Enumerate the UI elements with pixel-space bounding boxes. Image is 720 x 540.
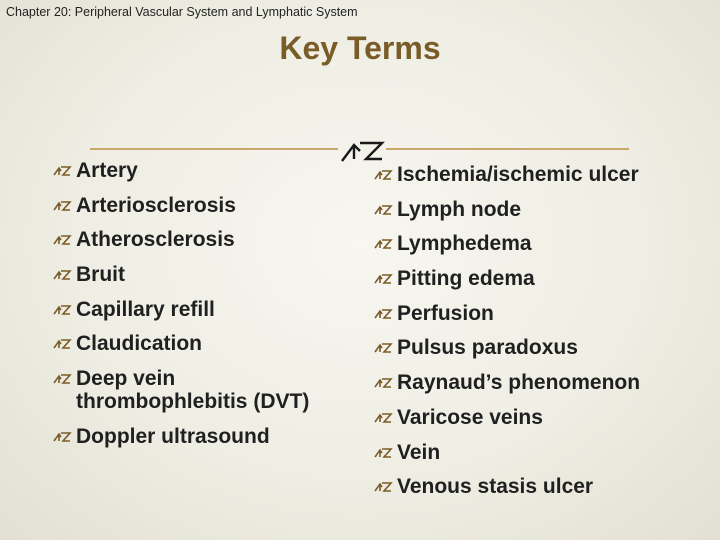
term-item [373, 441, 713, 464]
scroll-bullet-icon [52, 199, 72, 213]
term-item [373, 371, 713, 394]
term-label: Bruit [76, 263, 125, 287]
term-item [373, 336, 713, 359]
term-item [373, 163, 713, 186]
scroll-bullet-icon [52, 303, 72, 317]
scroll-bullet-icon [373, 446, 393, 460]
term-label: Raynaud’s phenomenon [397, 371, 641, 395]
term-label: Artery [76, 159, 138, 182]
chapter-header: Chapter 20: Peripheral Vascular System and Lymphatic System [6, 5, 358, 19]
term-label: Pulsus paradoxus [397, 336, 578, 360]
scroll-bullet-icon [373, 203, 393, 217]
left-term-list [52, 159, 342, 460]
scroll-bullet-icon [52, 164, 72, 178]
divider-rule-right [386, 148, 629, 150]
scroll-bullet-icon [373, 237, 393, 251]
term-item [373, 406, 713, 429]
term-label: Claudication [76, 332, 203, 356]
term-item [373, 232, 713, 255]
scroll-bullet-icon [373, 272, 393, 286]
term-item [52, 194, 342, 217]
term-item [373, 302, 713, 325]
term-item [52, 425, 342, 448]
scroll-divider-icon [338, 137, 386, 165]
scroll-bullet-icon [52, 372, 72, 386]
term-item [52, 367, 342, 413]
term-item [373, 198, 713, 221]
scroll-bullet-icon [373, 168, 393, 182]
term-item [52, 228, 342, 251]
term-label: Varicose veins [397, 405, 543, 429]
scroll-bullet-icon [52, 268, 72, 282]
scroll-bullet-icon [373, 480, 393, 494]
scroll-bullet-icon [52, 337, 72, 351]
slide-title: Key Terms [279, 30, 441, 66]
term-label: Deep vein thrombophlebitis (DVT) [76, 367, 310, 414]
term-item [373, 267, 713, 290]
term-item [373, 475, 713, 498]
term-label: Vein [397, 440, 441, 464]
term-label: Atherosclerosis [76, 228, 235, 252]
term-item [52, 159, 342, 182]
term-label: Pitting edema [397, 267, 535, 291]
term-label: Ischemia/ischemic ulcer [397, 163, 639, 186]
term-item [52, 263, 342, 286]
scroll-bullet-icon [373, 307, 393, 321]
scroll-bullet-icon [373, 341, 393, 355]
term-label: Perfusion [397, 301, 494, 325]
scroll-bullet-icon [52, 430, 72, 444]
term-label: Doppler ultrasound [76, 424, 270, 448]
scroll-bullet-icon [373, 376, 393, 390]
term-label: Arteriosclerosis [76, 193, 236, 217]
term-item [52, 332, 342, 355]
scroll-bullet-icon [373, 411, 393, 425]
term-label: Lymph node [397, 197, 522, 221]
term-label: Capillary refill [76, 297, 215, 321]
scroll-bullet-icon [52, 233, 72, 247]
term-label: Venous stasis ulcer [397, 475, 594, 499]
term-label: Lymphedema [397, 232, 532, 256]
divider-rule-left [90, 148, 338, 150]
right-term-list [373, 163, 713, 510]
term-item [52, 298, 342, 321]
